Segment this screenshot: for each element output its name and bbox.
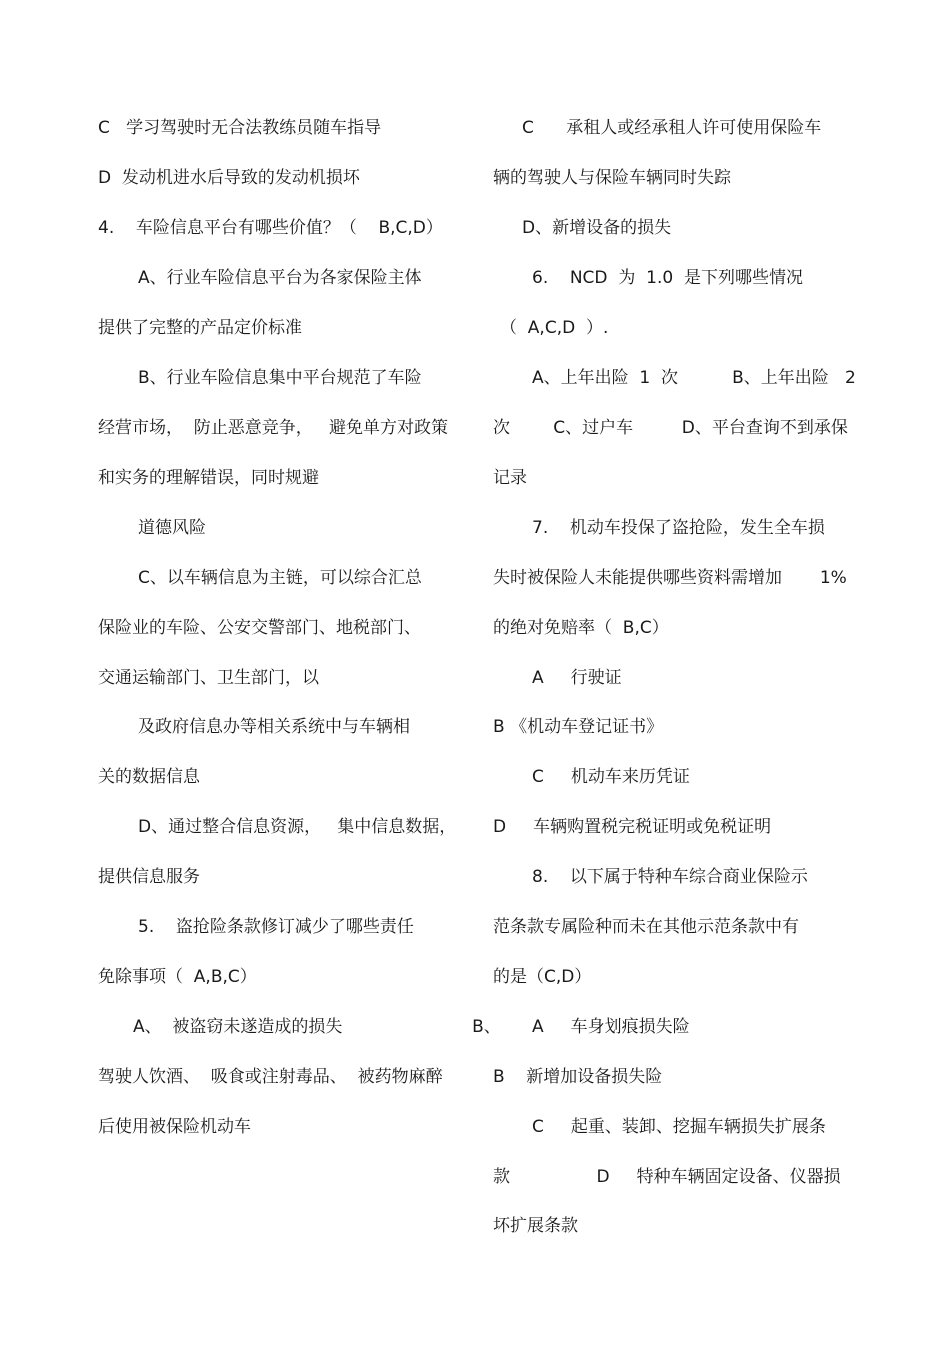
text-line: A、上年出险 1 次 B、上年出险 2	[532, 368, 856, 388]
text-line: 保险业的车险、公安交警部门、地税部门、	[98, 618, 421, 638]
text-line: 提供了完整的产品定价标准	[98, 318, 302, 338]
text-line: C 承租人或经承租人许可使用保险车	[522, 118, 822, 138]
text-line: A 行驶证	[532, 668, 622, 688]
text-line: C 机动车来历凭证	[532, 767, 690, 787]
text-line: 的绝对免赔率（ B,C）	[493, 618, 669, 638]
text-line: D、新增设备的损失	[522, 218, 672, 238]
text-line: 的是（C,D）	[493, 967, 592, 987]
text-line: D 车辆购置税完税证明或免税证明	[493, 817, 772, 837]
question-7: 7. 机动车投保了盗抢险，发生全车损	[532, 518, 825, 538]
question-4: 4. 车险信息平台有哪些价值？（ B,C,D）	[98, 218, 443, 238]
text-line: 范条款专属险种而未在其他示范条款中有	[493, 917, 799, 937]
text-line: 免除事项（ A,B,C）	[98, 967, 257, 987]
text-line: C、以车辆信息为主链，可以综合汇总	[138, 568, 422, 588]
text-line: C 学习驾驶时无合法教练员随车指导	[98, 118, 382, 138]
text-line: A、行业车险信息平台为各家保险主体	[138, 268, 422, 288]
question-6: 6. NCD 为 1.0 是下列哪些情况	[532, 268, 803, 288]
text-line: A 车身划痕损失险	[532, 1017, 690, 1037]
text-line: 记录	[493, 468, 527, 488]
text-line: D、通过整合信息资源， 集中信息数据，	[138, 817, 457, 837]
question-5: 5. 盗抢险条款修订减少了哪些责任	[138, 917, 414, 937]
text-line: 道德风险	[138, 518, 206, 538]
text-line: 辆的驾驶人与保险车辆同时失踪	[493, 168, 731, 188]
text-line: 驾驶人饮酒、 吸食或注射毒品、 被药物麻醉	[98, 1067, 443, 1087]
text-line: 坏扩展条款	[493, 1216, 578, 1236]
text-line: 次 C、过户车 D、平台查询不到承保	[493, 418, 848, 438]
text-line: 关的数据信息	[98, 767, 200, 787]
text-line: 和实务的理解错误，同时规避	[98, 468, 319, 488]
text-line: B 新增加设备损失险	[493, 1067, 663, 1087]
text-line: 后使用被保险机动车	[98, 1117, 251, 1137]
text-line: D 发动机进水后导致的发动机损坏	[98, 168, 360, 188]
text-line: 失时被保险人未能提供哪些资料需增加 1%	[493, 568, 847, 588]
text-line: B、行业车险信息集中平台规范了车险	[138, 368, 422, 388]
text-line: （ A,C,D ）.	[500, 318, 609, 338]
text-line: 款 D 特种车辆固定设备、仪器损	[493, 1167, 841, 1187]
text-line: 经营市场， 防止恶意竞争， 避免单方对政策	[98, 418, 449, 438]
text-line: C 起重、装卸、挖掘车辆损失扩展条	[532, 1117, 826, 1137]
text-line: A、 被盗窃未遂造成的损失 B、	[133, 1017, 501, 1037]
text-line: 交通运输部门、卫生部门，以	[98, 668, 319, 688]
text-line: 提供信息服务	[98, 867, 200, 887]
text-line: 及政府信息办等相关系统中与车辆相	[138, 717, 410, 737]
text-line: B 《机动车登记证书》	[493, 717, 664, 737]
question-8: 8. 以下属于特种车综合商业保险示	[532, 867, 808, 887]
